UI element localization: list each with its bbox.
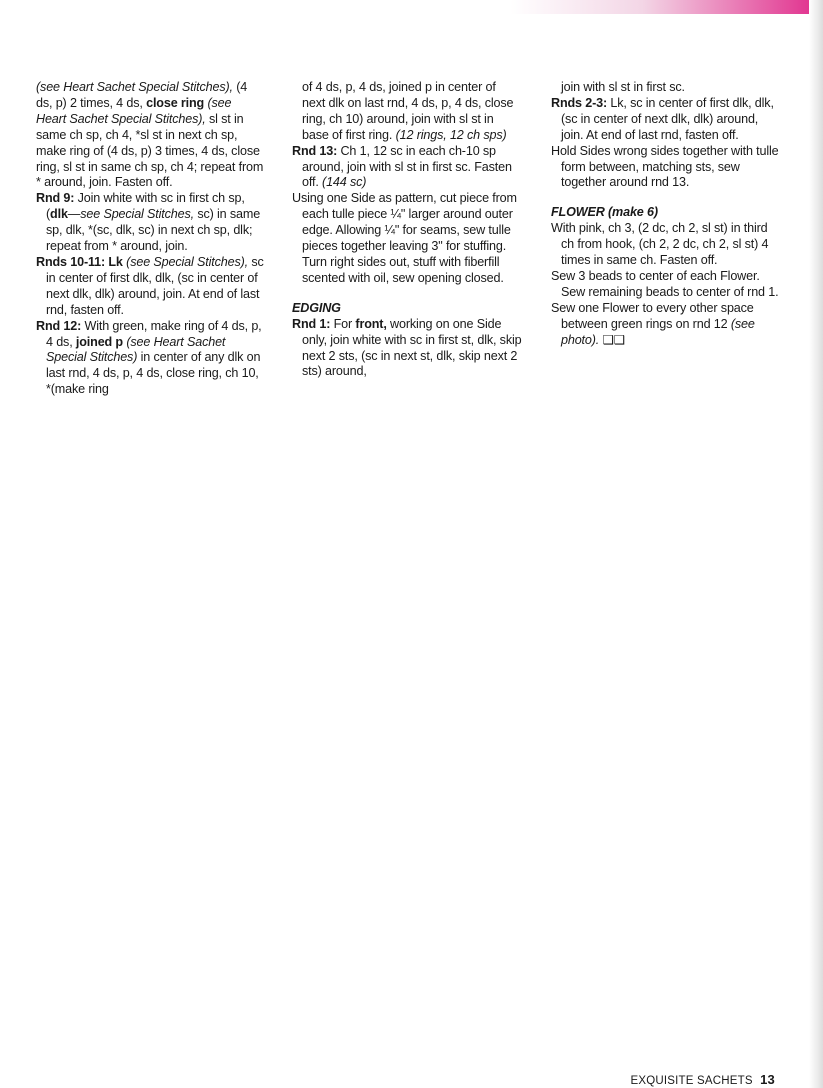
instruction-rnd-1 [292,317,522,381]
bold-term: joined p [75,334,123,349]
round-label: Rnd 13: [292,143,338,158]
italic-text: (see photo). [561,316,755,347]
text: of 4 ds, p, 4 ds, joined p in center of next dlk on last rnd, 4 ds, p, 4 ds, close ring, ch 10) around, join with sl st in base of first ring. [302,80,514,142]
italic-text: (see Special Stitches), [122,254,248,269]
paragraph-sew-flowers [551,301,779,349]
page-number: 13 [760,1072,775,1087]
text: Ch 1, 12 sc in each ch-10 sp around, join with sl st in first sc. Fasten off. [302,143,512,190]
round-label: Rnd 12: [36,318,82,333]
instruction-rnd-9 [36,191,264,255]
section-heading-flower: FLOWER (make 6) [551,205,658,220]
italic-text: —see Special Stitches, [67,207,194,222]
bold-term: front, [355,316,387,331]
text: With green, make ring of 4 ds, p, 4 ds, [46,318,262,349]
text: For [330,316,356,331]
page-edge-shadow [809,0,823,1088]
italic-text: (see Heart Sachet Special Stitches), [36,95,232,126]
top-color-strip [0,0,823,14]
bold-term: close ring [146,95,205,110]
instruction-rnd-12 [36,319,264,399]
instruction-rnds-10-11 [36,255,264,319]
column-3 [551,80,779,349]
paragraph-continuation [36,80,264,191]
paragraph-flower-instructions: With pink, ch 3, (2 dc, ch 2, sl st) in third ch from hook, (ch 2, 2 dc, ch 2, sl st) 4 times in same ch. Fasten off. [551,221,769,268]
end-mark: ❑❑ [599,332,625,347]
text: sc in center of first dlk, dlk, (sc in center of next dlk, dlk) around, join. At end of last rnd, fasten off. [46,254,264,317]
text: (4 ds, p) 2 times, 4 ds, [36,80,248,110]
text: in center of any dlk on last rnd, 4 ds, p, 4 ds, close ring, ch 10, *(make ring [46,350,261,397]
instruction-rnd-13 [292,144,522,192]
footer-title: EXQUISITE SACHETS [630,1075,753,1087]
italic-text: (see Heart Sachet Special Stitches), [36,80,233,94]
round-label: Rnd 1: [292,316,331,331]
text: working on one Side only, join white with sc in first st, dlk, skip next 2 sts, (sc in next st, dlk, skip next 2 sts) around, [302,316,522,379]
page-footer [630,1072,775,1087]
text: Sew one Flower to every other space between green rings on rnd 12 [551,300,754,331]
column-1 [36,80,264,398]
text: sl st in same ch sp, ch 4, *sl st in next ch sp, make ring of (4 ds, p) 3 times, 4 ds, close ring, sl st in same ch sp, ch 4; repeat from * around, join. Fasten off. [36,111,264,190]
italic-text: (144 sc) [318,175,367,190]
round-label: Rnd 9: [36,191,75,206]
paragraph-continuation [292,80,522,144]
text: Lk, sc in center of first dlk, dlk, (sc in center of next dlk, dlk) around, join. At end of last rnd, fasten off. [561,95,774,142]
instruction-rnds-2-3 [551,96,779,144]
text: sc) in same sp, dlk, *(sc, dlk, sc) in next ch sp, dlk; repeat from * around, join. [46,207,261,254]
italic-text: (see Heart Sachet Special Stitches) [46,334,226,365]
paragraph-beads: Sew 3 beads to center of each Flower. Sew remaining beads to center of rnd 1. [551,268,779,299]
round-label: Rnds 10-11: Lk [36,254,123,269]
italic-text: (12 rings, 12 ch sps) [392,127,507,142]
bold-term: dlk [50,207,68,222]
column-2 [292,80,522,380]
text: Join white with sc in first ch sp, ( [46,191,245,222]
section-heading-edging: EDGING [292,300,341,315]
round-label: Rnds 2-3: [551,95,608,110]
paragraph-hold-sides: Hold Sides wrong sides together with tulle form between, matching sts, sew together around rnd 13. [551,143,779,190]
paragraph-continuation: join with sl st in first sc. [561,80,685,94]
paragraph-tulle: Using one Side as pattern, cut piece from each tulle piece ¼" larger around outer edge. Allowing ¼" for seams, sew tulle pieces together leaving 3" for stuffing. Turn right sides out, stuff with fiberfill scented with oil, sew opening closed. [292,191,517,285]
